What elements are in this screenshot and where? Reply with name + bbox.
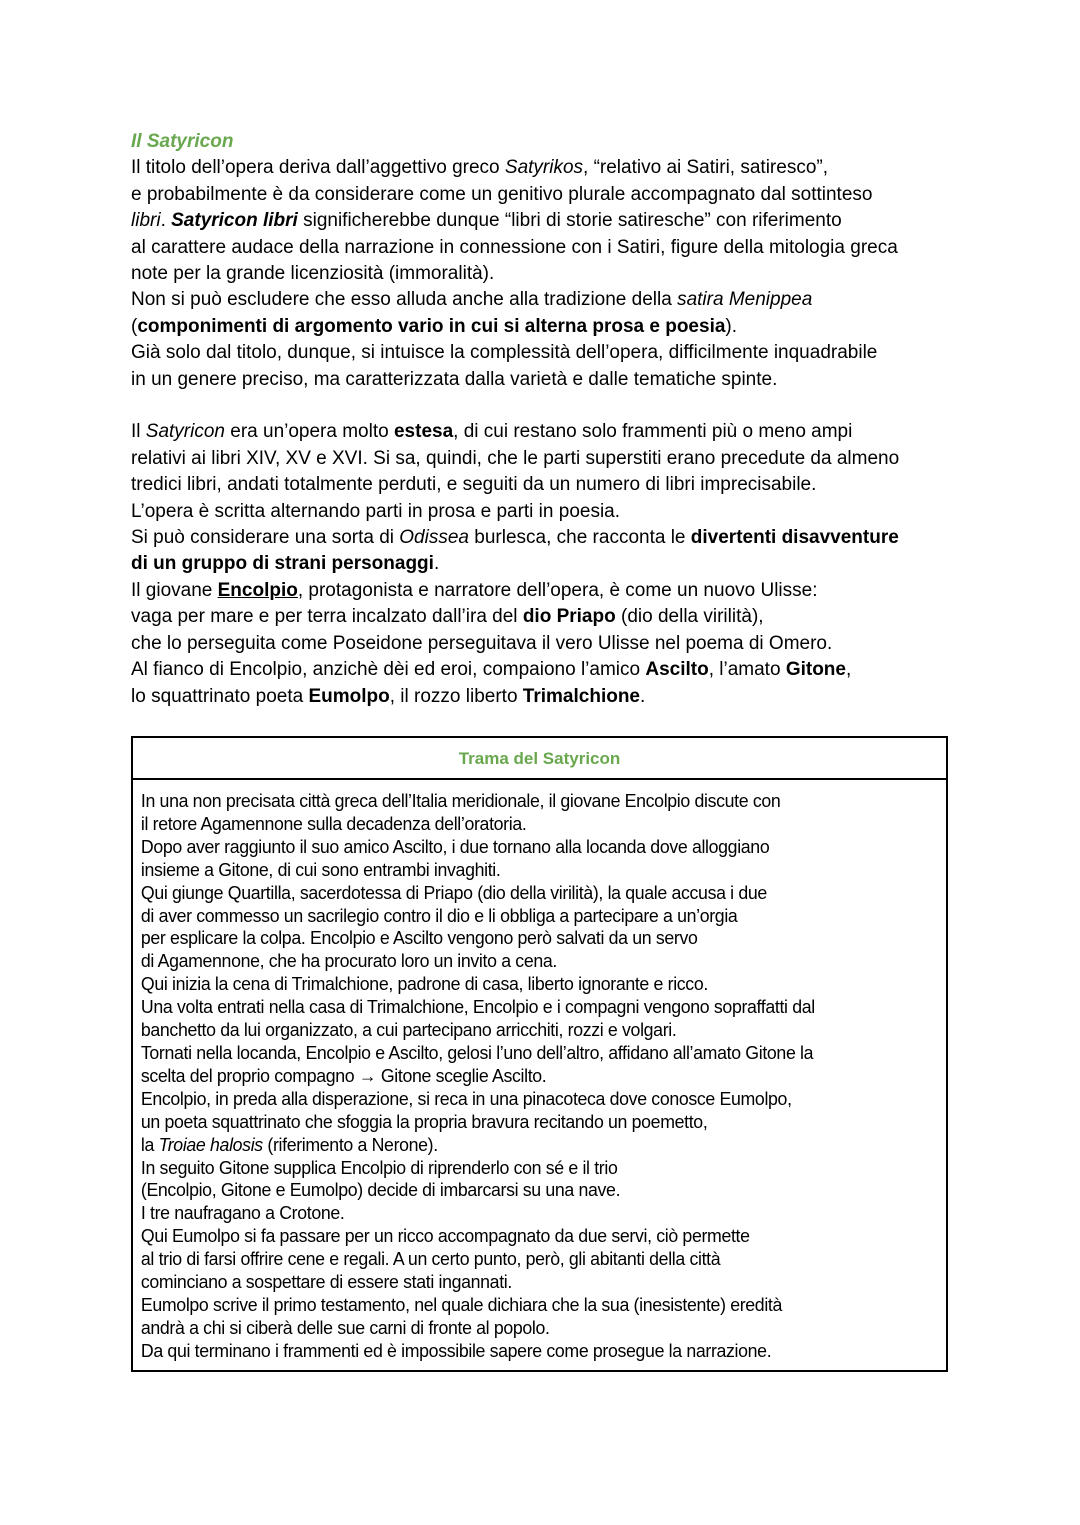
text-line (141, 973, 934, 996)
text-line (141, 1157, 934, 1180)
text-line (141, 790, 934, 813)
text-span: , il rozzo liberto (389, 685, 523, 707)
text-span: In seguito Gitone supplica Encolpio di riprenderlo con sé e il trio (140, 1157, 618, 1178)
text-span: di aver commesso un sacrilegio contro il dio e li obbliga a partecipare a un’orgia (140, 905, 738, 926)
text-span: (Encolpio, Gitone e Eumolpo) decide di imbarcarsi su una nave. (140, 1180, 621, 1201)
text-span: andrà a chi si ciberà delle sue carni di fronte al popolo. (140, 1317, 550, 1338)
emphasized-text: estesa (393, 421, 454, 443)
text-span: scelta del proprio compagno → Gitone sceglie Ascilto. (140, 1065, 547, 1086)
text-span: Il giovane (131, 579, 218, 601)
text-span: cominciano a sospettare di essere stati ingannati. (140, 1272, 512, 1293)
text-line (141, 1042, 934, 1065)
text-line (131, 525, 899, 551)
text-span: , di cui restano solo frammenti più o meno ampi (453, 421, 853, 443)
text-line (131, 604, 899, 630)
emphasized-text: Troiae halosis (158, 1134, 263, 1155)
text-span: , (845, 659, 852, 681)
text-line (131, 314, 899, 340)
text-span: Tornati nella locanda, Encolpio e Ascilto, gelosi l’uno dell’altro, affidano all’amato Gitone la (140, 1042, 814, 1063)
text-span: il retore Agamennone sulla decadenza dell’oratoria. (140, 813, 527, 834)
text-span: per esplicare la colpa. Encolpio e Ascilto vengono però salvati da un servo (140, 928, 698, 949)
text-span: . (640, 685, 646, 707)
text-span: Eumolpo scrive il primo testamento, nel quale dichiara che la sua (inesistente) eredità (140, 1294, 783, 1315)
text-span: lo squattrinato poeta (131, 685, 309, 707)
text-line (131, 446, 899, 472)
text-line (141, 1088, 934, 1111)
text-span: In una non precisata città greca dell’Italia meridionale, il giovane Encolpio discute con (140, 791, 781, 811)
text-span: . (433, 553, 440, 575)
text-line (141, 836, 934, 859)
text-span: era un’opera molto (224, 421, 394, 443)
text-span: ( (131, 315, 138, 337)
text-span: Al fianco di Encolpio, anzichè dèi ed eroi, compaiono l’amico (131, 659, 646, 681)
emphasized-text: dio Priapo (522, 606, 616, 628)
text-span: e probabilmente è da considerare come un genitivo plurale accompagnato dal sottinteso (131, 183, 873, 205)
emphasized-text: componimenti di argomento vario in cui si alterna prosa e poesia (137, 315, 726, 337)
text-line (141, 859, 934, 882)
text-line (131, 578, 899, 604)
text-span: Da qui terminano i frammenti ed è impossibile sapere come prosegue la narrazione. (140, 1340, 772, 1361)
text-span: Qui inizia la cena di Trimalchione, padrone di casa, liberto ignorante e ricco. (140, 974, 708, 995)
emphasized-text: Satyricon (145, 421, 225, 443)
text-line (141, 950, 934, 973)
text-span: in un genere preciso, ma caratterizzata dalla varietà e dalle tematiche spinte. (131, 368, 778, 390)
text-line (141, 927, 934, 950)
text-span: (riferimento a Nerone). (262, 1134, 438, 1155)
emphasized-text: Eumolpo (308, 685, 390, 707)
text-span: Si può considerare una sorta di (131, 527, 400, 549)
text-span: L’opera è scritta alternando parti in prosa e parti in poesia. (131, 500, 621, 522)
text-line (141, 1248, 934, 1271)
blank-line (131, 393, 899, 419)
emphasized-text: libri (131, 210, 161, 232)
plot-summary-box (131, 736, 948, 1372)
text-line (141, 1271, 934, 1294)
text-span: (dio della virilità), (615, 606, 764, 628)
text-span: . (160, 210, 172, 232)
text-line (141, 905, 934, 928)
text-line (141, 1134, 934, 1157)
text-line (131, 208, 899, 234)
text-line (141, 1111, 934, 1134)
text-line (141, 813, 934, 836)
text-span: al trio di farsi offrire cene e regali. A un certo punto, però, gli abitanti della città (140, 1249, 721, 1270)
text-line (131, 472, 899, 498)
box-body (133, 780, 934, 1363)
text-span: tredici libri, andati totalmente perduti, e seguiti da un numero di libri imprecisabile. (131, 474, 817, 496)
emphasized-text: Odissea (399, 527, 469, 549)
text-span: , l’amato (708, 659, 786, 681)
text-line (131, 631, 899, 657)
text-line (131, 499, 899, 525)
text-span: Encolpio, in preda alla disperazione, si reca in una pinacoteca dove conosce Eumolpo, (140, 1088, 792, 1109)
text-line (141, 1179, 934, 1202)
text-line (141, 1202, 934, 1225)
text-span: , protagonista e narratore dell’opera, è come un nuovo Ulisse: (297, 579, 818, 601)
text-span: vaga per mare e per terra incalzato dall’ira del (131, 606, 523, 628)
text-line (131, 551, 899, 577)
emphasized-text: di un gruppo di strani personaggi (131, 553, 434, 575)
text-line (141, 1225, 934, 1248)
text-span: un poeta squattrinato che sfoggia la propria bravura recitando un poemetto, (140, 1111, 708, 1132)
text-line (131, 235, 899, 261)
text-line (141, 1294, 934, 1317)
text-span: burlesca, che racconta le (468, 527, 691, 549)
text-span: al carattere audace della narrazione in connessione con i Satiri, figure della mitologia greca (131, 236, 898, 258)
text-span: Dopo aver raggiunto il suo amico Ascilto, i due tornano alla locanda dove alloggiano (140, 836, 770, 857)
text-line (131, 182, 899, 208)
text-line (131, 419, 899, 445)
emphasized-text: divertenti disavventure (690, 527, 899, 549)
text-line (141, 996, 934, 1019)
text-span: che lo perseguita come Poseidone perseguitava il vero Ulisse nel poema di Omero. (131, 632, 833, 654)
text-span: Già solo dal titolo, dunque, si intuisce la complessità dell’opera, difficilmente inquadrabile (131, 342, 878, 364)
text-line (131, 684, 899, 710)
emphasized-text: Gitone (785, 659, 846, 681)
text-line (131, 261, 899, 287)
box-title: Trama del Satyricon (133, 738, 946, 780)
text-line (131, 367, 899, 393)
text-line (141, 1317, 934, 1340)
text-span: Non si può escludere che esso alluda anche alla tradizione della (131, 289, 678, 311)
text-line (141, 1065, 934, 1088)
text-span: ). (725, 315, 738, 337)
text-span: insieme a Gitone, di cui sono entrambi invaghiti. (140, 859, 501, 880)
text-line (131, 657, 899, 683)
text-span: di Agamennone, che ha procurato loro un invito a cena. (140, 951, 557, 972)
text-span: banchetto da lui organizzato, a cui partecipano arricchiti, rozzi e volgari. (140, 1020, 677, 1041)
text-span: I tre naufragano a Crotone. (140, 1203, 345, 1224)
emphasized-text: Trimalchione (522, 685, 640, 707)
emphasized-text: Satyricon libri (171, 210, 298, 232)
text-line (141, 1019, 934, 1042)
text-line (131, 287, 899, 313)
text-line (131, 340, 899, 366)
text-span: Qui giunge Quartilla, sacerdotessa di Priapo (dio della virilità), la quale accusa i due (140, 882, 767, 903)
emphasized-text: Encolpio (217, 579, 298, 601)
text-line (131, 155, 899, 181)
text-span: significherebbe dunque “libri di storie satiresche” con riferimento (297, 210, 842, 232)
intro-section (131, 129, 899, 710)
intro-text (131, 155, 899, 710)
emphasized-text: Ascilto (645, 659, 709, 681)
text-span: relativi ai libri XIV, XV e XVI. Si sa, quindi, che le parti superstiti erano precedute da almeno (131, 447, 900, 469)
emphasized-text: Satyrikos (504, 157, 584, 179)
text-span: Il titolo dell’opera deriva dall’aggettivo greco (131, 157, 505, 179)
text-span: , “relativo ai Satiri, satiresco”, (583, 157, 828, 179)
text-span: Qui Eumolpo si fa passare per un ricco accompagnato da due servi, ciò permette (140, 1226, 750, 1247)
text-span: note per la grande licenziosità (immoralità). (131, 263, 495, 285)
emphasized-text: satira Menippea (677, 289, 813, 311)
text-line (141, 1340, 934, 1363)
text-span: la (140, 1134, 159, 1155)
text-line (141, 882, 934, 905)
section-title: Il Satyricon (131, 131, 234, 152)
text-span: Una volta entrati nella casa di Trimalchione, Encolpio e i compagni vengono sopraffatti dal (140, 997, 815, 1018)
text-span: Il (131, 421, 146, 443)
